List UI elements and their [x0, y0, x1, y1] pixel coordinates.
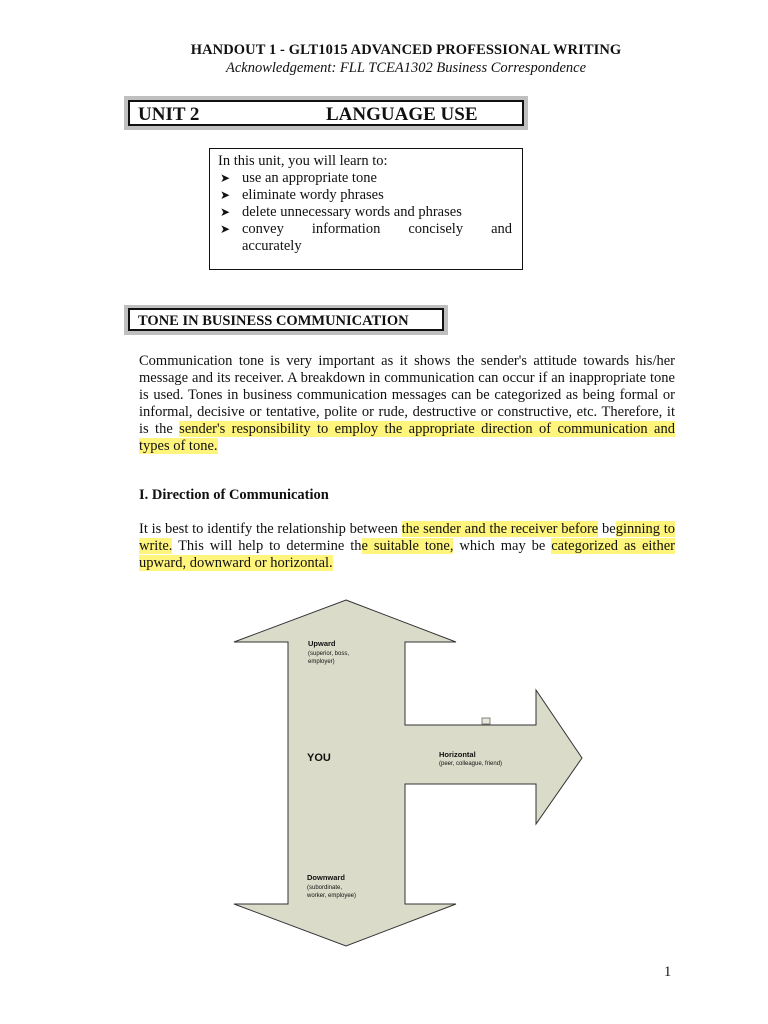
paragraph-text: which may be — [453, 538, 552, 554]
direction-heading: I. Direction of Communication — [139, 487, 329, 503]
upward-label: Upward — [308, 639, 336, 648]
objective-item — [218, 204, 512, 221]
objective-text-line1 — [242, 221, 512, 238]
handout-title: HANDOUT 1 - GLT1015 ADVANCED PROFESSIONAL WRITING — [190, 42, 622, 58]
highlighted-text: e suitable tone, — [361, 538, 454, 554]
word: concisely — [408, 221, 464, 237]
page-number: 1 — [664, 964, 672, 980]
objective-item — [218, 170, 512, 187]
upward-description: employer) — [308, 659, 335, 665]
tone-paragraph — [139, 353, 675, 455]
word: information — [311, 221, 381, 237]
objectives-intro: In this unit, you will learn to: — [218, 153, 388, 169]
objective-text: eliminate wordy phrases — [242, 187, 384, 203]
arrow-bullet-icon: ➤ — [220, 188, 231, 202]
objective-text: delete unnecessary words and phrases — [242, 204, 462, 220]
arrow-bullet-icon: ➤ — [220, 205, 231, 219]
section-title: TONE IN BUSINESS COMMUNICATION — [138, 313, 409, 329]
highlighted-text: ginning to write. — [139, 521, 676, 554]
horizontal-label: Horizontal — [439, 750, 476, 759]
horizontal-description: (peer, colleague, friend) — [439, 761, 503, 767]
objective-text: use an appropriate tone — [242, 170, 377, 186]
objective-item — [218, 187, 512, 204]
unit-banner — [124, 96, 528, 130]
downward-description: (subordinate, — [307, 885, 343, 891]
arrow-bullet-icon: ➤ — [220, 171, 231, 185]
downward-description: worker, employee) — [307, 893, 357, 899]
word: convey — [242, 221, 284, 237]
paragraph-text: be — [598, 521, 616, 537]
paragraph-text: It is best to identify the relationship between — [139, 521, 402, 537]
arrow-shape — [234, 600, 582, 946]
you-label: YOU — [307, 752, 331, 764]
word: and — [491, 221, 512, 237]
small-square-icon — [482, 718, 490, 724]
paragraph-text: This will help to determine th — [172, 538, 362, 554]
downward-label: Downward — [307, 873, 345, 882]
paragraph-text: Communication tone is very important as it shows the sender's attitude towards his/her message and its receiver. A breakdown in communication can occur if an inappropriate tone is used. Tones in business communication messages can be categorized as being formal or informal, decisive or tentative, polite or rude, destructive or constructive, etc. Therefore, it is the — [139, 353, 675, 437]
highlighted-text: categorized as either upward, downward or horizontal. — [139, 538, 675, 571]
objective-item — [218, 221, 512, 255]
unit-number: UNIT 2 — [138, 104, 200, 125]
acknowledgement-line: Acknowledgement: FLL TCEA1302 Business Correspondence — [225, 60, 587, 76]
direction-paragraph — [139, 521, 675, 572]
arrow-bullet-icon: ➤ — [220, 222, 231, 236]
unit-topic: LANGUAGE USE — [326, 104, 478, 125]
upward-description: (superior, boss, — [308, 651, 350, 657]
objectives-list — [218, 170, 512, 255]
highlighted-text: the sender and the receiver before — [401, 521, 599, 537]
direction-arrows — [234, 600, 582, 946]
section-banner-tone — [124, 305, 448, 335]
communication-direction-diagram — [228, 598, 588, 950]
objective-text-line2: accurately — [242, 238, 302, 254]
highlighted-text: sender's responsibility to employ the appropriate direction of communication and types of tone. — [139, 421, 675, 454]
learning-objectives-box — [209, 148, 523, 270]
